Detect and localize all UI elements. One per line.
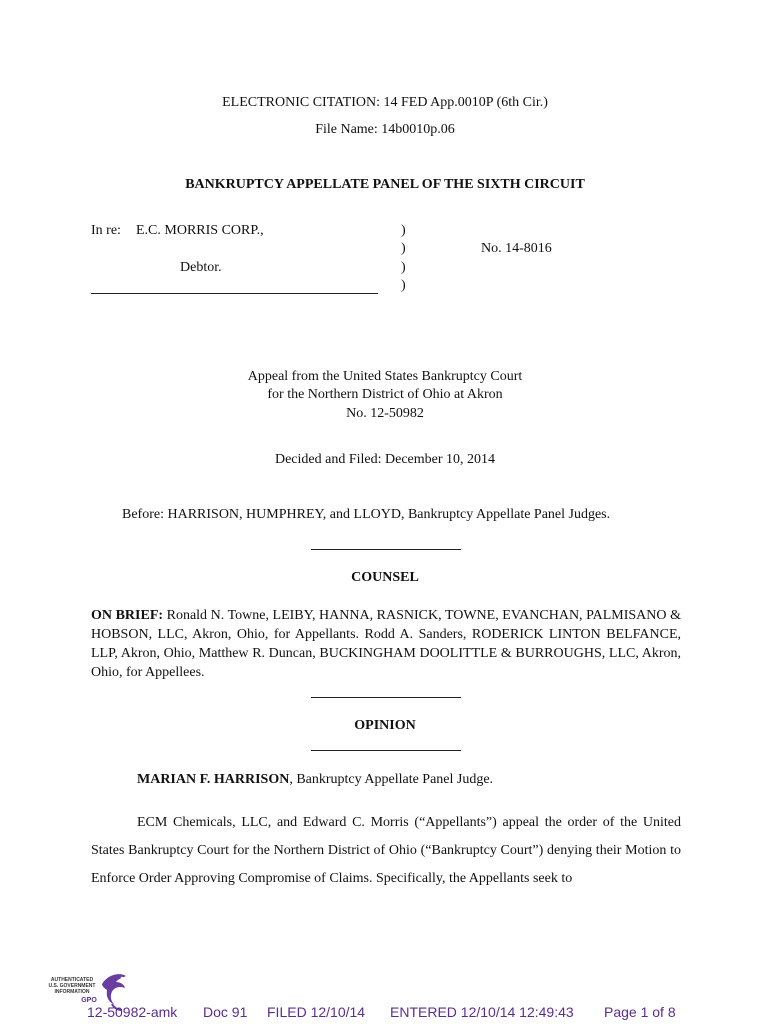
caption-paren: ) bbox=[401, 223, 406, 238]
in-re-label: In re: bbox=[91, 223, 121, 238]
caption-paren: ) bbox=[401, 260, 406, 275]
counsel-paragraph bbox=[91, 606, 681, 682]
separator-rule bbox=[311, 697, 461, 698]
on-brief-label: ON BRIEF: bbox=[91, 608, 164, 623]
footer-filed-date: FILED 12/10/14 bbox=[267, 1004, 366, 1020]
counsel-heading: COUNSEL bbox=[351, 570, 419, 585]
separator-rule bbox=[311, 750, 461, 751]
appeal-line-3: No. 12-50982 bbox=[346, 406, 424, 421]
separator-rule bbox=[311, 549, 461, 550]
case-number: No. 14-8016 bbox=[481, 241, 552, 256]
seal-text-2: U.S. GOVERNMENT bbox=[48, 983, 96, 989]
judge-name: MARIAN F. HARRISON bbox=[137, 772, 290, 787]
seal-text-1: AUTHENTICATED bbox=[50, 977, 94, 983]
panel-judges: Before: HARRISON, HUMPHREY, and LLOYD, Bankruptcy Appellate Panel Judges. bbox=[122, 507, 611, 522]
footer-doc-number: Doc 91 bbox=[203, 1004, 248, 1020]
opinion-heading: OPINION bbox=[354, 718, 416, 733]
footer-entered-date: ENTERED 12/10/14 12:49:43 bbox=[390, 1004, 574, 1020]
debtor-label: Debtor. bbox=[180, 260, 222, 275]
judge-title: , Bankruptcy Appellate Panel Judge. bbox=[289, 772, 494, 787]
electronic-citation: ELECTRONIC CITATION: 14 FED App.0010P (6th Cir.) bbox=[222, 95, 548, 110]
footer-case-number: 12-50982-amk bbox=[87, 1004, 178, 1020]
appeal-line-1: Appeal from the United States Bankruptcy Court bbox=[247, 369, 523, 384]
caption-paren: ) bbox=[401, 278, 406, 293]
appeal-line-2: for the Northern District of Ohio at Akron bbox=[267, 387, 503, 402]
footer-page-number: Page 1 of 8 bbox=[604, 1004, 676, 1020]
seal-text-3: INFORMATION bbox=[54, 989, 90, 995]
opinion-body: ECM Chemicals, LLC, and Edward C. Morris (“Appellants”) appeal the order of the United States Bankruptcy Court for the Northern District of Ohio (“Bankruptcy Court”) denying their Motion to Enforce Order Approving Compromise of Claims. Specifically, the Appellants seek to bbox=[91, 815, 681, 886]
seal-text-gpo: GPO bbox=[81, 997, 97, 1004]
decided-and-filed: Decided and Filed: December 10, 2014 bbox=[274, 452, 496, 467]
caption-paren: ) bbox=[401, 241, 406, 256]
caption-underline bbox=[91, 293, 378, 294]
judge-line bbox=[137, 772, 493, 788]
court-title: BANKRUPTCY APPELLATE PANEL OF THE SIXTH CIRCUIT bbox=[185, 177, 585, 192]
party-name: E.C. MORRIS CORP., bbox=[136, 223, 264, 238]
file-name: File Name: 14b0010p.06 bbox=[315, 122, 455, 137]
on-brief-text: Ronald N. Towne, LEIBY, HANNA, RASNICK, TOWNE, EVANCHAN, PALMISANO & HOBSON, LLC, Akron, Ohio, for Appellants. Rodd A. Sanders, RODERICK LINTON BELFANCE, LLP, Akron, Ohio, Matthew R. Duncan, BUCKINGHAM DOOLITTLE & BURROUGHS, LLC, Akron, Ohio, for Appellees. bbox=[91, 608, 681, 680]
